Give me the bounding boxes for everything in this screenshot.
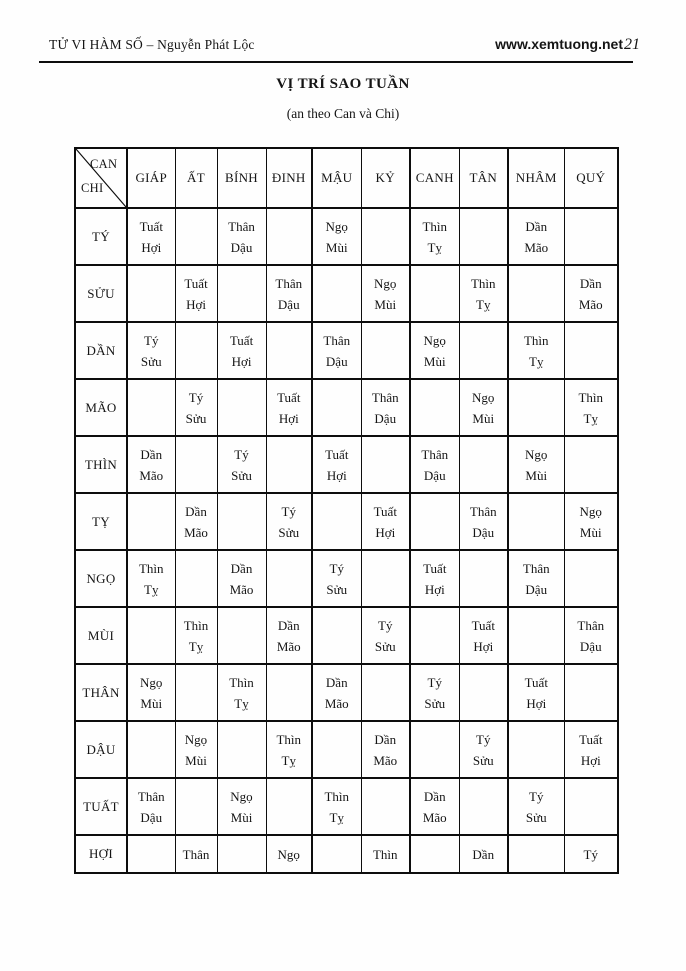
table-cell [127,322,175,379]
column-header: NHÂM [508,148,564,208]
column-header: KỶ [361,148,410,208]
table-cell [508,379,564,436]
cell-line: Dần [423,788,446,804]
table-cell [361,835,410,873]
table-cell [266,607,312,664]
table-cell [217,436,266,493]
table-cell [361,436,410,493]
cell-line: Thân [323,332,351,348]
table-row [75,778,618,835]
table-cell [508,721,564,778]
table-cell [459,550,508,607]
cell-line: Mão [139,467,164,483]
cell-line: Ngọ [525,446,548,462]
cell-line: Sửu [185,410,207,426]
table-cell [312,322,361,379]
column-header: TÂN [459,148,508,208]
cell-line: Tỵ [188,638,204,654]
cell-line: Tý [476,731,491,747]
cell-line: Thân [421,446,449,462]
cell-line: Dần [230,560,253,576]
cell-line: Hợi [141,239,162,255]
table-cell [564,436,618,493]
table-cell [312,550,361,607]
site-credit [495,36,640,54]
cell-line: Tý [529,788,544,804]
cell-line: Dậu [525,581,548,597]
cell-line: Dậu [325,353,348,369]
cell-line: Dần [140,446,163,462]
cell-line: Hợi [473,638,494,654]
table-cell [312,265,361,322]
cell-line: Ngọ [325,218,348,234]
cell-line: Sửu [374,638,396,654]
table-cell [217,664,266,721]
table-cell [217,379,266,436]
header-rule [39,61,633,63]
table-cell [312,379,361,436]
row-header: DẬU [75,721,127,778]
cell-line: Dậu [230,239,253,255]
table-cell [564,322,618,379]
cell-line: Mùi [374,296,397,312]
table-cell [175,550,217,607]
table-cell [361,607,410,664]
table-cell [266,664,312,721]
table-cell [127,607,175,664]
row-header: HỢI [75,835,127,873]
cell-line: Hợi [580,752,601,768]
table-cell [175,436,217,493]
table-cell [175,322,217,379]
cell-line: Tỵ [476,296,491,312]
table-row [75,664,618,721]
table-cell [312,208,361,265]
cell-line: Mão [578,296,603,312]
cell-line: Mão [524,239,549,255]
table-cell [459,835,508,873]
cell-line: Hợi [186,296,206,312]
table-cell [410,322,459,379]
page-subtitle: (an theo Can và Chi) [286,106,400,121]
cell-line: Sửu [424,695,446,711]
column-header: GIÁP [127,148,175,208]
cell-line: Tỵ [144,581,159,597]
table-cell [175,835,217,873]
cell-line: Sửu [326,581,348,597]
cell-line: Mão [422,809,447,825]
header-row [75,148,618,208]
table-row [75,322,618,379]
table-cell [127,550,175,607]
row-header: MÃO [75,379,127,436]
table-cell [217,607,266,664]
cell-line: Ngọ [140,674,163,690]
table-cell [508,778,564,835]
table-row [75,265,618,322]
cell-line: Dậu [277,296,300,312]
cell-line: Tuất [373,503,397,519]
cell-line: Ngọ [374,275,397,291]
table-cell [175,265,217,322]
table-cell [361,208,410,265]
cell-line: Tuất [579,731,603,747]
cell-line: Tỵ [329,809,344,825]
table-cell [361,664,410,721]
row-header: SỬU [75,265,127,322]
cell-line: Mùi [525,467,548,483]
table-cell [508,664,564,721]
table-cell [127,208,175,265]
table-cell [361,550,410,607]
table-cell [410,607,459,664]
table-cell [266,208,312,265]
cell-line: Tuất [524,674,548,690]
cell-line: Tuất [229,332,254,348]
cell-line: Tý [234,446,249,462]
table-cell [410,835,459,873]
cell-line: Thìn [183,617,209,633]
table-cell [266,835,312,873]
cell-line: Mùi [140,695,163,711]
cell-line: Dậu [579,638,602,654]
cell-line: Thìn [578,389,604,405]
table-cell [312,778,361,835]
table-cell [312,664,361,721]
cell-line: Mùi [325,239,348,255]
table-cell [361,265,410,322]
table-cell [312,721,361,778]
cell-line: Sửu [231,467,252,483]
cell-line: Thân [228,218,255,234]
cell-line: Dậu [374,410,397,426]
cell-line: Tuất [471,617,495,633]
table-cell [217,721,266,778]
table-cell [127,379,175,436]
cell-line: Thân [469,503,497,519]
table-row [75,835,618,873]
table-cell [127,664,175,721]
cell-line: Thìn [372,846,398,862]
table-cell [410,265,459,322]
table-cell [508,322,564,379]
table-cell [266,379,312,436]
table-cell [312,436,361,493]
cell-line: Thìn [276,731,302,747]
cell-line: Ngọ [230,788,253,804]
table-cell [175,721,217,778]
cell-line: Dần [525,218,548,234]
cell-line: Ngọ [472,389,495,405]
cell-line: Tuất [277,389,301,405]
row-header: TUẤT [75,778,127,835]
table-cell [361,721,410,778]
table-cell [217,550,266,607]
column-header: ẤT [175,148,217,208]
table-cell [266,778,312,835]
cell-line: Ngọ [184,731,208,747]
cell-line: Thìn [470,275,496,291]
cell-line: Tỵ [583,410,598,426]
cell-line: Thân [522,560,550,576]
cell-line: Tuất [139,218,163,234]
row-header: TỴ [75,493,127,550]
cell-line: Tuất [325,446,349,462]
table-cell [175,208,217,265]
cell-line: Tý [144,332,159,348]
corner-chi-label: CHI [81,181,104,195]
table-cell [410,550,459,607]
cell-line: Mùi [472,410,495,426]
table-cell [564,721,618,778]
cell-line: Hợi [231,353,252,369]
table-cell [312,493,361,550]
cell-line: Tỵ [427,239,442,255]
table-cell [459,436,508,493]
table-cell [127,436,175,493]
cell-line: Hợi [326,467,347,483]
cell-line: Mùi [579,524,602,540]
table-cell [459,493,508,550]
cell-line: Dần [277,617,300,633]
table-cell [361,322,410,379]
cell-line: Hợi [526,695,547,711]
cell-line: Mão [324,695,349,711]
cell-line: Thìn [229,674,254,690]
table-cell [217,265,266,322]
cell-line: Tý [281,503,296,519]
table-cell [564,208,618,265]
table-cell [217,835,266,873]
book-title: TỬ VI HÀM SỐ – Nguyễn Phát Lộc [49,37,255,52]
cell-line: Hợi [375,524,396,540]
table-cell [459,379,508,436]
row-header: NGỌ [75,550,127,607]
table-cell [508,208,564,265]
table-row [75,721,618,778]
cell-line: Thìn [324,788,350,804]
cell-line: Mùi [230,809,253,825]
table-cell [175,778,217,835]
table-cell [459,607,508,664]
table-cell [175,379,217,436]
cell-line: Tý [188,389,204,405]
cell-line: Mão [229,581,254,597]
column-header: BÍNH [217,148,266,208]
cell-line: Thân [137,788,165,804]
cell-line: Sửu [140,353,162,369]
cell-line: Ngọ [579,503,602,519]
cell-line: Hợi [278,410,299,426]
table-cell [312,835,361,873]
table-cell [312,607,361,664]
table-cell [217,208,266,265]
table-cell [127,721,175,778]
cell-line: Mão [373,752,398,768]
corner-can-label: CAN [90,157,118,171]
cell-line: Ngọ [277,846,300,862]
cell-line: Tý [378,617,393,633]
cell-line: Dần [472,846,495,862]
cell-line: Thìn [138,560,164,576]
table-body [75,208,618,873]
table-cell [410,493,459,550]
cell-line: Tỵ [234,695,249,711]
cell-line: Thìn [523,332,549,348]
table-cell [410,664,459,721]
table-cell [266,322,312,379]
table-cell [410,436,459,493]
table-cell [508,493,564,550]
cell-line: Sửu [525,809,547,825]
table-cell [266,265,312,322]
cell-line: Thân [275,275,303,291]
cell-line: Tý [329,560,344,576]
page-title: VỊ TRÍ SAO TUẦN [276,76,410,92]
table-cell [508,265,564,322]
cell-line: Dần [579,275,602,291]
table-cell [410,721,459,778]
cell-line: Thìn [422,218,448,234]
tuan-star-position-table [74,147,619,874]
table-cell [175,493,217,550]
table-cell [459,778,508,835]
table-cell [564,778,618,835]
site-url: www.xemtuong.net [495,36,623,52]
table-cell [564,493,618,550]
page-header [49,36,640,58]
cell-line: Ngọ [423,332,446,348]
column-header: QUÝ [564,148,618,208]
table-cell [266,721,312,778]
table-cell [564,550,618,607]
row-header: DẦN [75,322,127,379]
table-cell [564,379,618,436]
cell-line: Tuất [184,275,208,291]
table-cell [508,436,564,493]
table-cell [127,778,175,835]
cell-line: Dần [374,731,397,747]
table-row [75,550,618,607]
cell-line: Tỵ [281,752,296,768]
cell-line: Dần [185,503,207,519]
cell-line: Thân [371,389,399,405]
cell-line: Mão [276,638,301,654]
table-cell [564,265,618,322]
table-row [75,379,618,436]
table-cell [217,778,266,835]
table-cell [459,322,508,379]
cell-line: Dậu [423,467,446,483]
column-header: CANH [410,148,459,208]
table-cell [217,322,266,379]
table-cell [564,607,618,664]
table-cell [361,379,410,436]
table-cell [508,607,564,664]
table-cell [410,208,459,265]
table-cell [564,664,618,721]
cell-line: Sửu [278,524,300,540]
row-header: MÙI [75,607,127,664]
table-cell [361,778,410,835]
table-cell [508,835,564,873]
cell-line: Dần [325,674,348,690]
cell-line: Thân [577,617,605,633]
cell-line: Dậu [140,809,163,825]
table-cell [361,493,410,550]
table-cell [127,493,175,550]
table-cell [459,721,508,778]
table-cell [127,265,175,322]
table-cell [459,664,508,721]
row-header: TÝ [75,208,127,265]
row-header: THÌN [75,436,127,493]
table-cell [266,436,312,493]
table-cell [508,550,564,607]
table-cell [175,664,217,721]
corner-cell [75,148,127,208]
cell-line: Tý [427,674,442,690]
table-row [75,493,618,550]
cell-line: Thân [182,846,210,862]
table-cell [410,379,459,436]
table-cell [217,493,266,550]
table-row [75,436,618,493]
cell-line: Sửu [472,752,494,768]
table-cell [127,835,175,873]
cell-line: Mùi [185,752,207,768]
table-cell [564,835,618,873]
cell-line: Tỵ [529,353,544,369]
column-header: MẬU [312,148,361,208]
table-row [75,607,618,664]
row-header: THÂN [75,664,127,721]
table-cell [266,550,312,607]
cell-line: Mão [184,524,208,540]
cell-line: Tuất [423,560,447,576]
cell-line: Tý [583,846,598,862]
page-number: 21 [624,36,640,53]
table-cell [175,607,217,664]
table-cell [459,208,508,265]
cell-line: Dậu [472,524,495,540]
table-cell [410,778,459,835]
table-cell [459,265,508,322]
cell-line: Mùi [423,353,446,369]
table-row [75,208,618,265]
column-header: ĐINH [266,148,312,208]
cell-line: Hợi [424,581,445,597]
table-cell [266,493,312,550]
